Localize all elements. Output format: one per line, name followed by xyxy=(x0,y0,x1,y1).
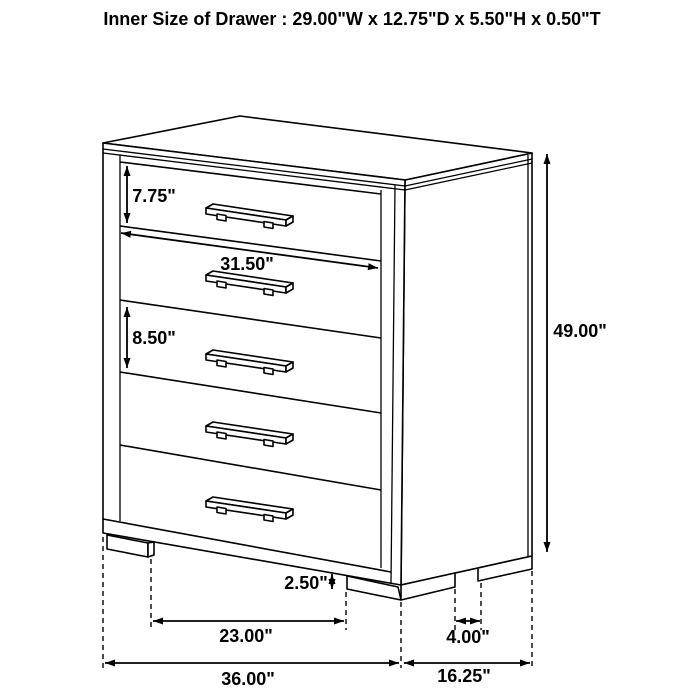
dimension-side-foot-width xyxy=(446,621,490,647)
top-drawer-height-label: 7.75" xyxy=(132,186,176,206)
feet-spacing-label: 23.00" xyxy=(219,626,273,646)
overall-width-label: 36.00" xyxy=(221,669,275,689)
middle-drawer-height-label: 8.50" xyxy=(132,328,176,348)
side-face xyxy=(401,153,532,585)
dimension-feet-spacing xyxy=(153,621,344,646)
dimension-overall-depth xyxy=(404,663,530,686)
overall-depth-label: 16.25" xyxy=(437,666,491,686)
foot-height-label: 2.50" xyxy=(284,573,328,593)
dimension-overall-width xyxy=(105,663,399,689)
overall-height-label: 49.00" xyxy=(553,321,607,341)
title: Inner Size of Drawer : 29.00"W x 12.75"D x 5.50"H x 0.50"T xyxy=(103,9,601,29)
dimension-overall-height xyxy=(547,154,607,552)
side-foot-width-label: 4.00" xyxy=(446,627,490,647)
dimension-foot-height xyxy=(284,573,332,593)
inner-width-label: 31.50" xyxy=(220,254,274,274)
